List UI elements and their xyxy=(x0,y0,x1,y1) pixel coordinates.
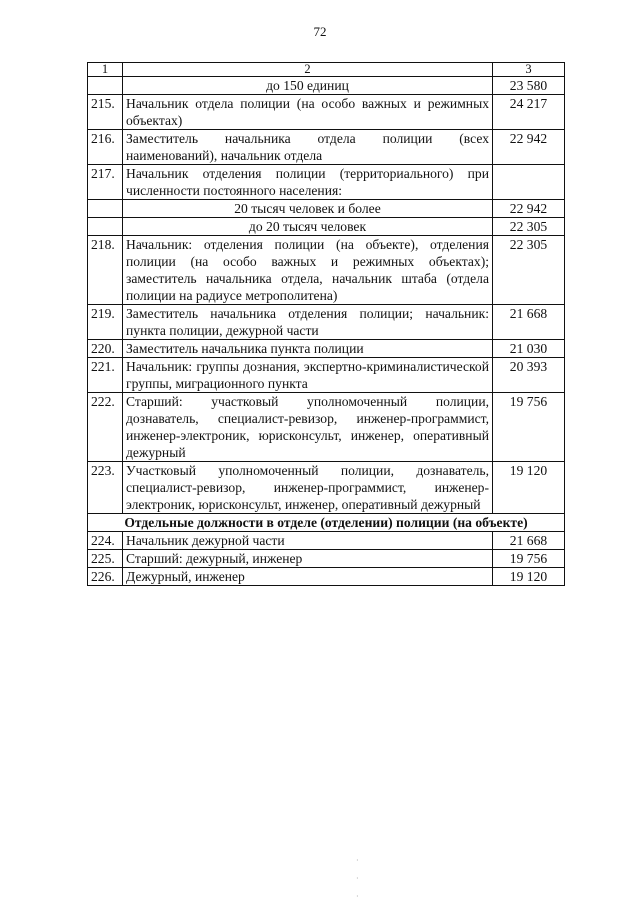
table-row xyxy=(88,218,565,236)
row-salary: 19 120 xyxy=(493,568,565,586)
row-number xyxy=(88,218,123,236)
column-header-salary: 3 xyxy=(493,63,565,77)
row-salary: 21 030 xyxy=(493,340,565,358)
section-heading-row xyxy=(88,514,565,532)
table-row xyxy=(88,462,565,514)
row-number: 218. xyxy=(88,236,123,305)
row-position: Участковый уполномоченный полиции, дознаватель, специалист-ревизор, инженер-программист, инженер-электроник, юрисконсульт, инженер, оперативный дежурный xyxy=(123,462,493,514)
row-position: Старший: участковый уполномоченный полиции, дознаватель, специалист-ревизор, инженер-программист, инженер-электроник, юрисконсульт, инженер, оперативный дежурный xyxy=(123,393,493,462)
row-salary: 21 668 xyxy=(493,532,565,550)
table-row xyxy=(88,358,565,393)
row-position: 20 тысяч человек и более xyxy=(123,200,493,218)
row-number: 225. xyxy=(88,550,123,568)
row-salary: 22 305 xyxy=(493,218,565,236)
row-salary: 24 217 xyxy=(493,95,565,130)
row-number: 223. xyxy=(88,462,123,514)
row-number: 215. xyxy=(88,95,123,130)
row-number: 216. xyxy=(88,130,123,165)
row-salary: 19 756 xyxy=(493,393,565,462)
row-salary: 22 942 xyxy=(493,200,565,218)
row-position: до 20 тысяч человек xyxy=(123,218,493,236)
table-header-row xyxy=(88,63,565,77)
column-header-number: 1 xyxy=(88,63,123,77)
table-row xyxy=(88,130,565,165)
table-row xyxy=(88,77,565,95)
row-number: 226. xyxy=(88,568,123,586)
salary-table xyxy=(87,62,565,586)
table-row xyxy=(88,550,565,568)
row-number: 217. xyxy=(88,165,123,200)
row-number xyxy=(88,200,123,218)
table-row xyxy=(88,165,565,200)
row-salary: 22 942 xyxy=(493,130,565,165)
column-header-position: 2 xyxy=(123,63,493,77)
table-row xyxy=(88,532,565,550)
row-salary: 21 668 xyxy=(493,305,565,340)
row-number: 220. xyxy=(88,340,123,358)
table-row xyxy=(88,236,565,305)
row-number xyxy=(88,77,123,95)
table-row xyxy=(88,568,565,586)
row-salary xyxy=(493,165,565,200)
row-number: 224. xyxy=(88,532,123,550)
row-position: до 150 единиц xyxy=(123,77,493,95)
table-row xyxy=(88,393,565,462)
row-position: Заместитель начальника отделения полиции; начальник: пункта полиции, дежурной части xyxy=(123,305,493,340)
row-salary: 22 305 xyxy=(493,236,565,305)
page-number: 72 xyxy=(313,24,327,39)
scan-speckles: · · · xyxy=(356,856,359,901)
row-position: Начальник: отделения полиции (на объекте), отделения полиции (на особо важных и режимных объектах); заместитель начальника отдела, начальник штаба (отдела полиции на радиусе метрополитена) xyxy=(123,236,493,305)
row-number: 219. xyxy=(88,305,123,340)
row-position: Начальник отделения полиции (территориального) при численности постоянного населения: xyxy=(123,165,493,200)
row-position: Заместитель начальника пункта полиции xyxy=(123,340,493,358)
row-number: 221. xyxy=(88,358,123,393)
table-row xyxy=(88,340,565,358)
table-row xyxy=(88,200,565,218)
section-heading: Отдельные должности в отделе (отделении) полиции (на объекте) xyxy=(88,514,565,532)
row-number: 222. xyxy=(88,393,123,462)
row-position: Дежурный, инженер xyxy=(123,568,493,586)
row-position: Начальник отдела полиции (на особо важных и режимных объектах) xyxy=(123,95,493,130)
row-position: Начальник дежурной части xyxy=(123,532,493,550)
table-row xyxy=(88,95,565,130)
row-position: Старший: дежурный, инженер xyxy=(123,550,493,568)
row-position: Начальник: группы дознания, экспертно-криминалистической группы, миграционного пункта xyxy=(123,358,493,393)
row-salary: 19 756 xyxy=(493,550,565,568)
row-salary: 23 580 xyxy=(493,77,565,95)
row-position: Заместитель начальника отдела полиции (всех наименований), начальник отдела xyxy=(123,130,493,165)
table-row xyxy=(88,305,565,340)
row-salary: 20 393 xyxy=(493,358,565,393)
row-salary: 19 120 xyxy=(493,462,565,514)
